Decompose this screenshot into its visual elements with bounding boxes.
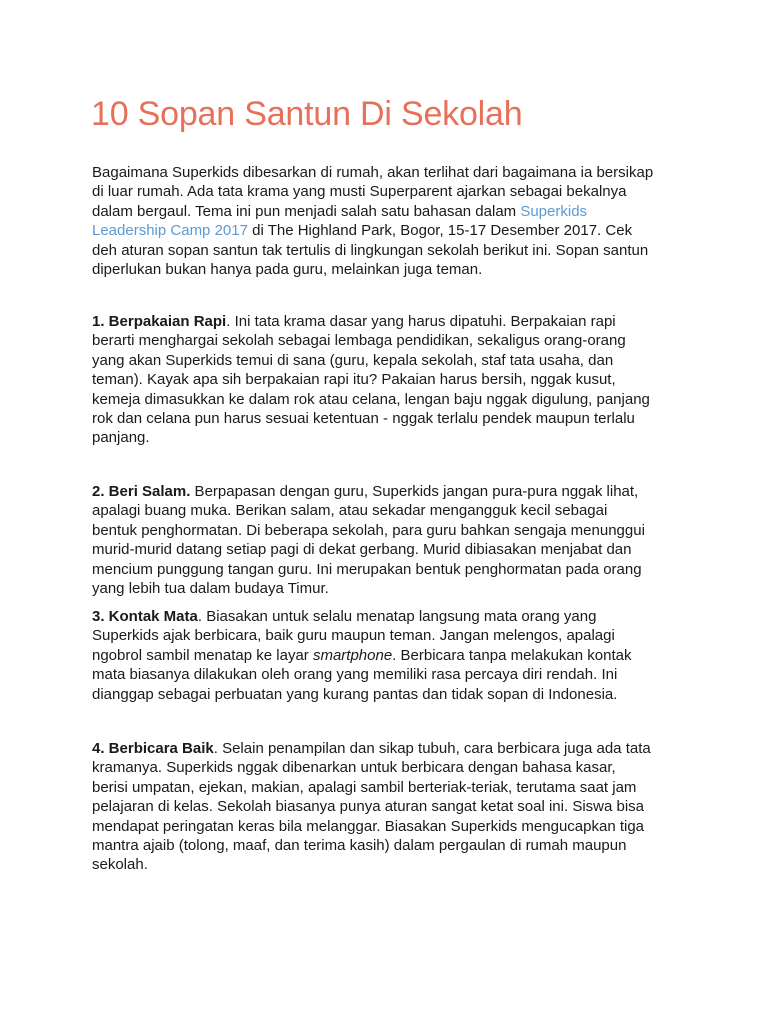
body-text: sekolah. — [92, 856, 148, 874]
body-text: Superkids ajak berbicara, baik guru maupun teman. Jangan melengos, apalagi — [92, 627, 615, 645]
text-line — [92, 855, 692, 874]
body-text: . Ini tata krama dasar yang harus dipatuhi. Berpakaian rapi — [226, 313, 616, 330]
text-line — [92, 685, 692, 704]
body-text: diperlukan bukan hanya pada guru, melainkan juga teman. — [92, 260, 483, 278]
text-line — [92, 182, 692, 201]
text-line — [92, 778, 692, 797]
text-line — [92, 260, 692, 279]
emphasis-text: smartphone — [312, 646, 393, 664]
body-text: berarti menghargai sekolah sebagai lembaga pendidikan, sekaligus orang-orang — [92, 332, 626, 350]
text-line — [92, 202, 692, 221]
text-line — [92, 739, 692, 758]
page-title: 10 Sopan Santun Di Sekolah — [91, 95, 523, 133]
body-text: pelajaran di kelas. Sekolah biasanya punya aturan sangat ketat soal ini. Siswa bisa — [92, 798, 645, 816]
text-line — [92, 221, 692, 240]
body-text: mantra ajaib (tolong, maaf, dan terima kasih) dalam pergaulan di rumah maupun — [92, 836, 627, 854]
body-text: dianggap sebagai perbuatan yang kurang pantas dan tidak sopan di Indonesia. — [92, 685, 618, 703]
body-text: mencium punggung tangan guru. Ini merupakan bentuk penghormatan pada orang — [92, 560, 642, 578]
body-text: kemeja dimasukkan ke dalam rok atau celana, lengan baju nggak digulung, panjang — [92, 390, 650, 408]
body-text: kramanya. Superkids nggak dibenarkan untuk berbicara dengan bahasa kasar, — [92, 759, 616, 777]
text-line — [92, 560, 692, 579]
text-line — [92, 626, 692, 645]
body-text: . Berbicara tanpa melakukan kontak — [392, 646, 632, 664]
body-text: . Biasakan untuk selalu menatap langsung mata orang yang — [197, 608, 597, 625]
body-text: Berpapasan dengan guru, Superkids jangan pura-pura nggak lihat, — [190, 483, 639, 500]
link-superkids-leadership-camp[interactable]: Leadership Camp 2017 — [92, 222, 248, 240]
text-line — [92, 390, 692, 409]
item-berpakaian-rapi — [92, 312, 692, 448]
text-line — [92, 351, 692, 370]
text-line — [92, 163, 692, 182]
text-line — [92, 607, 692, 626]
body-text: bentuk penghormatan. Di beberapa sekolah, para guru bahkan sengaja menunggui — [92, 521, 645, 539]
body-text: di luar rumah. Ada tata krama yang musti Superparent ajarkan sebagai bekalnya — [92, 183, 627, 201]
text-line — [92, 797, 692, 816]
text-line — [92, 409, 692, 428]
text-line — [92, 312, 692, 331]
text-line — [92, 370, 692, 389]
text-line — [92, 579, 692, 598]
body-text: ngobrol sambil menatap ke layar — [92, 646, 313, 664]
body-text: panjang. — [92, 429, 150, 447]
intro-paragraph — [92, 163, 692, 279]
body-text: deh aturan sopan santun tak tertulis di lingkungan sekolah berikut ini. Sopan santun — [92, 241, 649, 259]
text-line — [92, 540, 692, 559]
text-line — [92, 241, 692, 260]
body-text: Bagaimana Superkids dibesarkan di rumah, akan terlihat dari bagaimana ia bersikap — [92, 164, 654, 181]
text-line — [92, 758, 692, 777]
text-line — [92, 521, 692, 540]
body-text: teman). Kayak apa sih berpakaian rapi itu? Pakaian harus bersih, nggak kusut, — [92, 371, 616, 389]
item-beri-salam — [92, 482, 692, 598]
body-text: murid-murid datang setiap pagi di dekat gerbang. Murid dibiasakan menjabat dan — [92, 541, 632, 559]
text-line — [92, 428, 692, 447]
item-heading: 1. Berpakaian Rapi — [92, 313, 227, 330]
item-heading: 3. Kontak Mata — [92, 608, 198, 625]
item-heading: 4. Berbicara Baik — [92, 740, 214, 757]
link-superkids-leadership-camp[interactable]: Superkids — [520, 202, 588, 220]
text-line — [92, 331, 692, 350]
body-text: di The Highland Park, Bogor, 15-17 Desember 2017. Cek — [247, 222, 633, 240]
body-text: yang lebih tua dalam budaya Timur. — [92, 579, 329, 597]
item-berbicara-baik — [92, 739, 692, 875]
text-line — [92, 836, 692, 855]
text-line — [92, 482, 692, 501]
body-text: dalam bergaul. Tema ini pun menjadi salah satu bahasan dalam — [92, 202, 521, 220]
text-line — [92, 646, 692, 665]
item-kontak-mata — [92, 607, 692, 704]
text-line — [92, 665, 692, 684]
body-text: mendapat peringatan keras bila melanggar. Biasakan Superkids mengucapkan tiga — [92, 817, 645, 835]
item-heading: 2. Beri Salam. — [92, 483, 191, 500]
body-text: apalagi buang muka. Berikan salam, atau sekadar mengangguk kecil sebagai — [92, 502, 608, 520]
body-text: . Selain penampilan dan sikap tubuh, cara berbicara juga ada tata — [213, 740, 651, 757]
body-text: yang akan Superkids temui di sana (guru, kepala sekolah, staf tata usaha, dan — [92, 351, 614, 369]
body-text: berisi umpatan, ejekan, makian, apalagi sambil berteriak-teriak, terutama saat jam — [92, 778, 637, 796]
text-line — [92, 817, 692, 836]
text-line — [92, 501, 692, 520]
body-text: mata biasanya dilakukan oleh orang yang memiliki rasa percaya diri rendah. Ini — [92, 666, 618, 684]
body-text: rok dan celana pun harus sesuai ketentuan - nggak terlalu pendek maupun terlalu — [92, 409, 635, 427]
